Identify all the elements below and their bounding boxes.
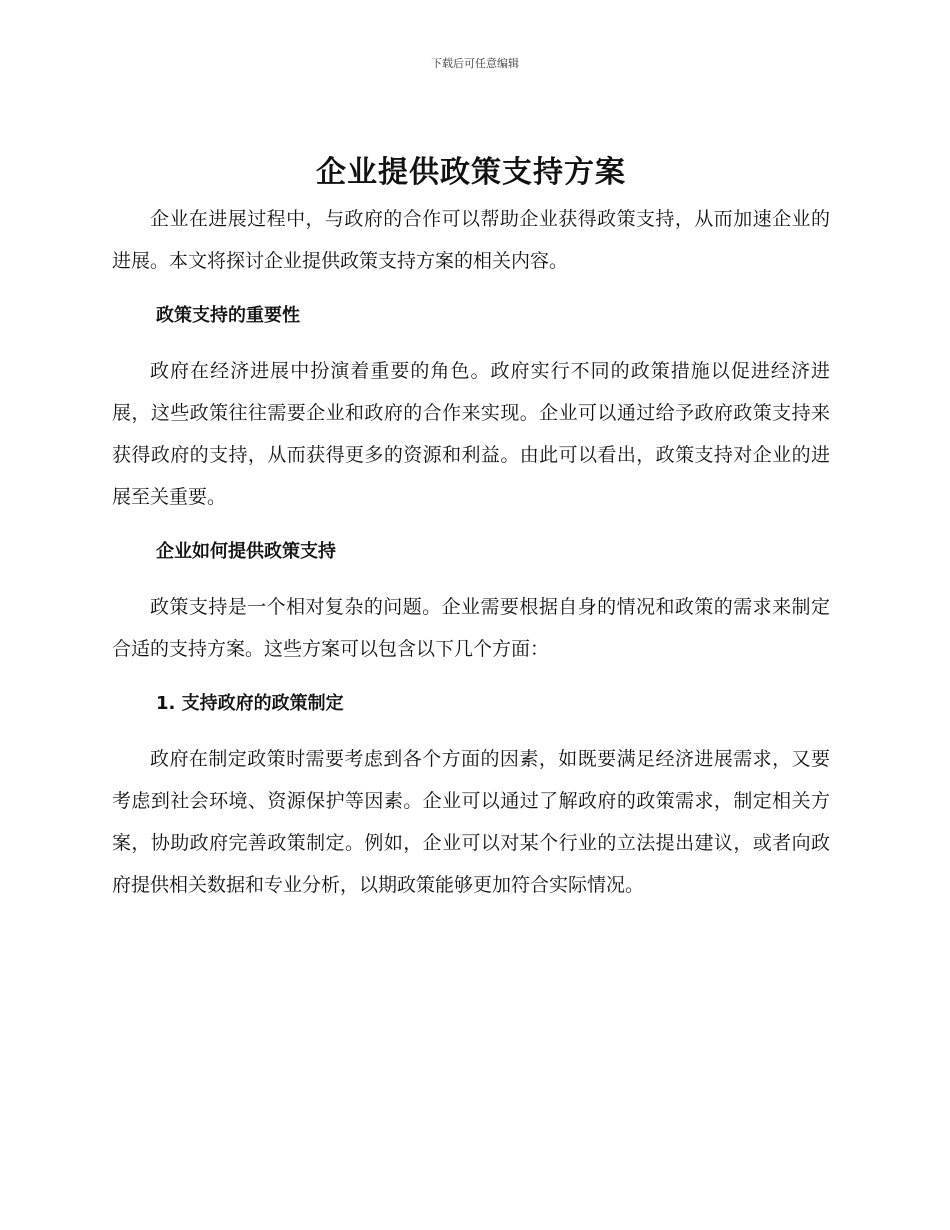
document-title: 企业提供政策支持方案 [316,155,626,190]
section-heading-how-to-support: 企业如何提供政策支持 [156,541,336,562]
intro-paragraph: 企业在进展过程中，与政府的合作可以帮助企业获得政策支持，从而加速企业的进展。本文将探讨企业提供政策支持方案的相关内容。 [112,208,830,272]
section-body-how-to-support: 政策支持是一个相对复杂的问题。企业需要根据自身的情况和政策的需求来制定合适的支持方案。这些方案可以包含以下几个方面： [112,596,830,660]
section-body-policy-making: 政府在制定政策时需要考虑到各个方面的因素，如既要满足经济进展需求，又要考虑到社会环境、资源保护等因素。企业可以通过了解政府的政策需求，制定相关方案，协助政府完善政策制定。例如，企业可以对某个行业的立法提出建议，或者向政府提供相关数据和专业分析，以期政策能够更加符合实际情况。 [112,748,830,896]
section-heading-importance: 政策支持的重要性 [156,305,300,326]
section-body-importance: 政府在经济进展中扮演着重要的角色。政府实行不同的政策措施以促进经济进展，这些政策往往需要企业和政府的合作来实现。企业可以通过给予政府政策支持来获得政府的支持，从而获得更多的资源和利益。由此可以看出，政策支持对企业的进展至关重要。 [112,360,830,508]
page-header-note: 下载后可任意编辑 [431,57,519,70]
section-heading-policy-making: 1. 支持政府的政策制定 [156,693,344,714]
document-body [112,148,830,906]
